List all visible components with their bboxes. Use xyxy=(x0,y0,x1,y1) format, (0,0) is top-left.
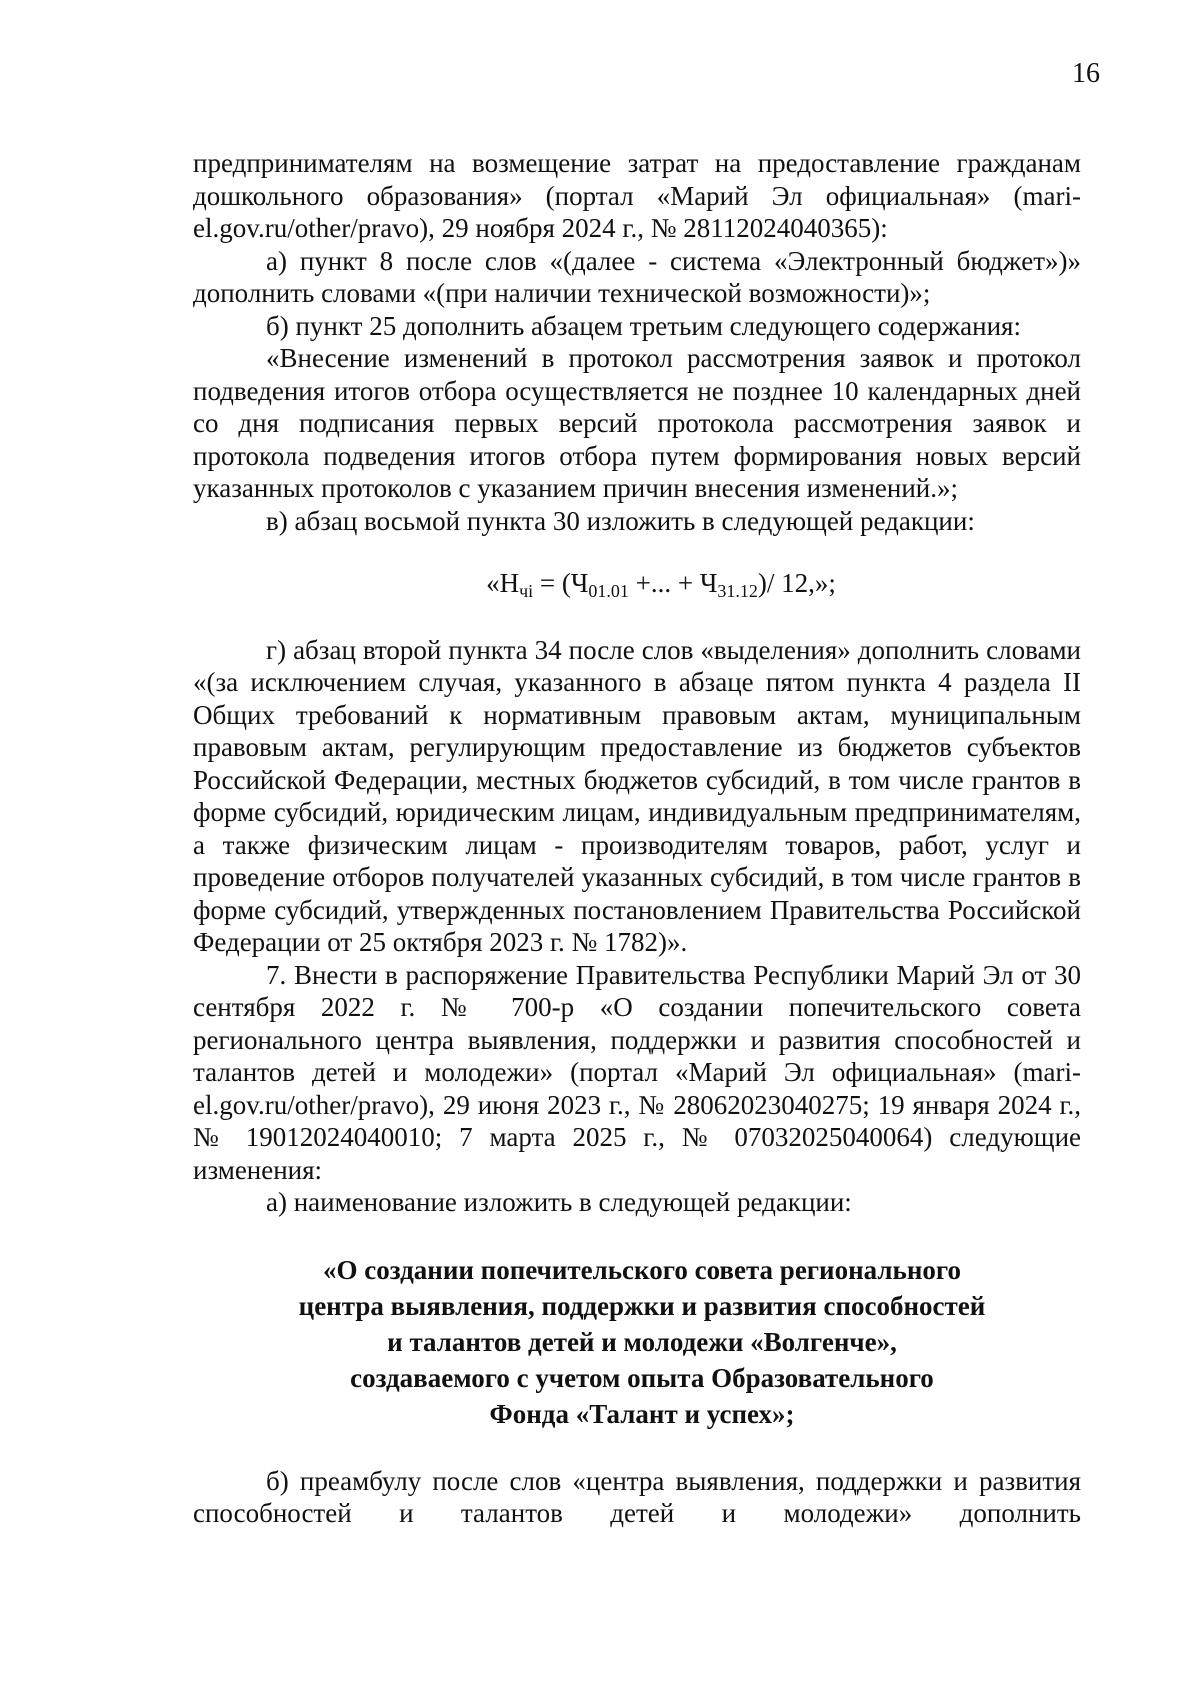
paragraph-item-a-2: а) наименование изложить в следующей редакции: xyxy=(266,1187,852,1217)
paragraph-item-a: а) пункт 8 после слов «(далее - система «Электронный бюджет»)» дополнить словами «(при наличии технической возможности)»; xyxy=(193,245,1081,308)
title-line: Фонда «Талант и успех»; xyxy=(489,1398,795,1429)
title-line: центра выявления, поддержки и развития способностей xyxy=(298,1290,986,1321)
formula-sub-1: чi xyxy=(519,581,534,601)
page-number: 16 xyxy=(1072,58,1100,89)
paragraph-section-7: 7. Внести в распоряжение Правительства Республики Марий Эл от 30 сентября 2022 г. № 700-р «О создании попечительского совета регионального центра выявления, поддержки и развития способностей и талантов детей и молодежи» (портал «Марий Эл официальная» (mari-el.gov.ru/other/pravo), 29 июня 2023 г., № 28062023040275; 19 января 2024 г., № 19012024040010; 7 марта 2025 г., № 07032025040064) следующие изменения: xyxy=(193,959,1081,1185)
title-line: создаваемого с учетом опыта Образовательного xyxy=(350,1362,934,1393)
formula-end: )/ 12,»; xyxy=(757,568,836,598)
paragraph-continuation: предпринимателям на возмещение затрат на предоставление гражданам дошкольного образования» (портал «Марий Эл официальная» (mari-el.gov.ru/other/pravo), 29 ноября 2024 г., № 28112024040365): xyxy=(193,148,1081,243)
title-line: и талантов детей и молодежи «Волгенче», xyxy=(387,1326,897,1357)
paragraph-item-b: б) пункт 25 дополнить абзацем третьим следующего содержания: xyxy=(266,310,1021,341)
document-body xyxy=(193,147,1081,1530)
formula-sub-3: 31.12 xyxy=(717,581,758,601)
paragraph-item-b-2: б) преамбулу после слов «центра выявления, поддержки и развития способностей и талантов детей и молодежи» дополнить xyxy=(193,1465,1081,1528)
title-line: «О создании попечительского совета регионального xyxy=(323,1254,961,1285)
formula-sub-2: 01.01 xyxy=(588,581,629,601)
formula-start: «Н xyxy=(486,568,520,598)
formula xyxy=(241,567,1081,600)
formula-mid-1: = (Ч xyxy=(533,568,589,598)
paragraph-item-g: г) абзац второй пункта 34 после слов «выделения» дополнить словами «(за исключением случая, указанного в абзаце пятом пункта 4 раздела II Общих требований к нормативным правовым актам, муниципальным правовым актам, регулирующим предоставление из бюджетов субъектов Российской Федерации, местных бюджетов субсидий, в том числе грантов в форме субсидий, юридическим лицам, индивидуальным предпринимателям, а также физическим лицам - производителям товаров, работ, услуг и проведение отборов получателей указанных субсидий, в том числе грантов в форме субсидий, утвержденных постановлением Правительства Российской Федерации от 25 октября 2023 г. № 1782)». xyxy=(193,634,1081,957)
paragraph-quote: «Внесение изменений в протокол рассмотрения заявок и протокол подведения итогов отбора осуществляется не позднее 10 календарных дней со дня подписания первых версий протокола рассмотрения заявок и протокола подведения итогов отбора путем формирования новых версий указанных протоколов с указанием причин внесения изменений.»; xyxy=(193,343,1081,503)
formula-mid-2: +... + Ч xyxy=(628,568,718,598)
new-title-block xyxy=(203,1252,1081,1432)
paragraph-item-v: в) абзац восьмой пункта 30 изложить в следующей редакции: xyxy=(266,505,975,536)
